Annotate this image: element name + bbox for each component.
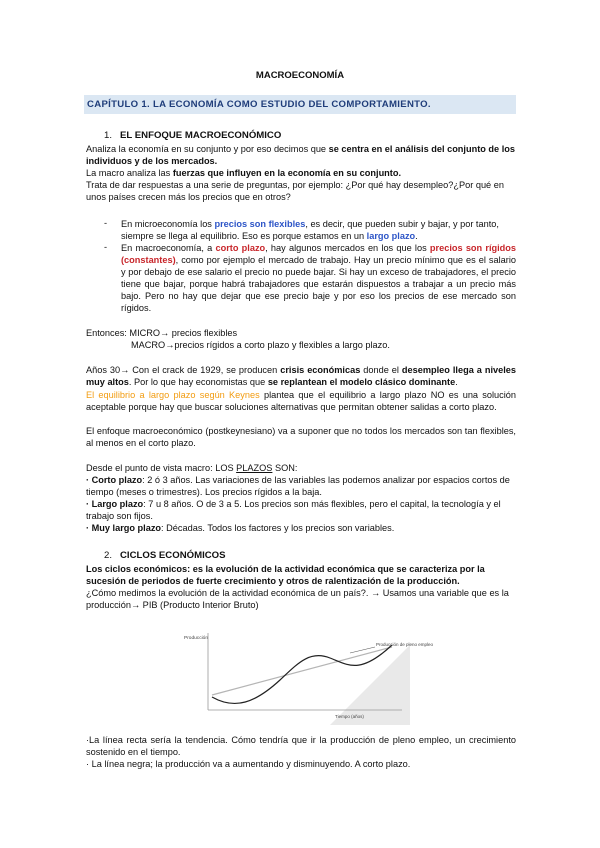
- s2-question: ¿Cómo medimos la evolución de la actividad económica de un país?. → Usamos una variable que es la producción→ PIB (Producto Interior Bruto): [86, 588, 509, 610]
- annotation-pleno-empleo: Producción de pleno empleo: [376, 642, 434, 647]
- s2-note-2: · La línea negra; la producción va a aumentando y disminuyendo. A corto plazo.: [86, 759, 411, 769]
- section-2-heading: [104, 550, 226, 561]
- s1-paragraph-2: La macro analiza las fuerzas que influyen en la economía en su conjunto.: [86, 168, 402, 178]
- section-2-title: CICLOS ECONÓMICOS: [120, 550, 226, 561]
- s1-enfoque: El enfoque macroeconómico (postkeynesiano) va a suponer que no todos los mercados son tan flexibles, al menos en el corto plazo.: [86, 426, 516, 448]
- s1-paragraph-3: Trata de dar respuestas a una serie de preguntas, por ejemplo: ¿Por qué hay desempleo?¿Por qué en unos países crecen más los precios que en otros?: [86, 180, 504, 202]
- section-2-number: 2.: [104, 550, 113, 561]
- bullet-macro: En macroeconomía, a corto plazo, hay algunos mercados en los que los precios son rígidos (constantes), como por ejemplo el mercado de trabajo. Hay un precio mínimo que es el salario y por debajo de ese salario el precio no puede bajar. Si hay un exceso de trabajadores, el precio tiene que bajar, porque habrá trabajadores que estarán dispuestos a trabajar a un precio más bajo. Pero no hay que dejar que ese precio baje y por eso los precios de ese mercado son rígidos.: [121, 243, 517, 313]
- bullet-micro: En microeconomía los precios son flexibles, es decir, que pueden subir y bajar, y por tanto, siempre se llega al equilibrio. Eso es porque estamos en un largo plazo.: [121, 219, 499, 241]
- entonces-macro: MACRO→precios rígidos a corto plazo y flexibles a largo plazo.: [131, 340, 390, 350]
- bullet-dash: -: [104, 218, 108, 228]
- s1-anos-30: Años 30→ Con el crack de 1929, se producen crisis económicas donde el desempleo llega a niveles muy altos. Por lo que hay economistas que se replantean el modelo clásico dominante.: [86, 365, 516, 387]
- plazo-largo: · Largo plazo: 7 u 8 años. O de 3 a 5. Los precios son más flexibles, pero el capital, la tecnología y el trabajo son fijos.: [86, 499, 501, 521]
- s1-keynes: El equilibrio a largo plazo según Keynes plantea que el equilibrio a largo plazo NO es una solución aceptable porque hay que buscar soluciones alternativas que permitan obtener salidas a corto plazo.: [86, 390, 517, 412]
- s2-definition: Los ciclos económicos: es la evolución de la actividad económica que se caracteriza por la sucesión de periodos de fuerte crecimiento y otros de ralentización de la producción.: [86, 564, 485, 586]
- entonces-micro: Entonces: MICRO→ precios flexibles: [86, 328, 238, 338]
- chapter-heading: CAPÍTULO 1. LA ECONOMÍA COMO ESTUDIO DEL COMPORTAMIENTO.: [84, 95, 516, 114]
- section-1-number: 1.: [104, 130, 113, 141]
- s2-note-1: ·La línea recta sería la tendencia. Cómo tendría que ir la producción de pleno empleo, un crecimiento sostenido en el tiempo.: [86, 735, 516, 757]
- bullet-dash: -: [104, 242, 108, 252]
- section-1-heading: [104, 130, 281, 141]
- s1-paragraph-1: Analiza la economía en su conjunto y por eso decimos que se centra en el análisis del conjunto de los individuos y de los mercados.: [86, 144, 515, 166]
- s1-plazos-intro: Desde el punto de vista macro: LOS PLAZOS SON:: [86, 463, 298, 473]
- section-1-title: EL ENFOQUE MACROECONÓMICO: [120, 130, 282, 141]
- document-title: MACROECONOMÍA: [255, 70, 345, 81]
- y-axis-label: Producción: [184, 636, 208, 641]
- business-cycle-chart: [180, 625, 434, 725]
- plazo-corto: · Corto plazo: 2 ó 3 años. Las variaciones de las variables las podemos analizar por espacios cortos de tiempo (meses o trimestres). Los precios rígidos a la baja.: [86, 475, 510, 497]
- x-axis-label: Tiempo (años): [335, 714, 364, 719]
- plazo-muy-largo: · Muy largo plazo: Décadas. Todos los factores y los precios son variables.: [86, 523, 395, 533]
